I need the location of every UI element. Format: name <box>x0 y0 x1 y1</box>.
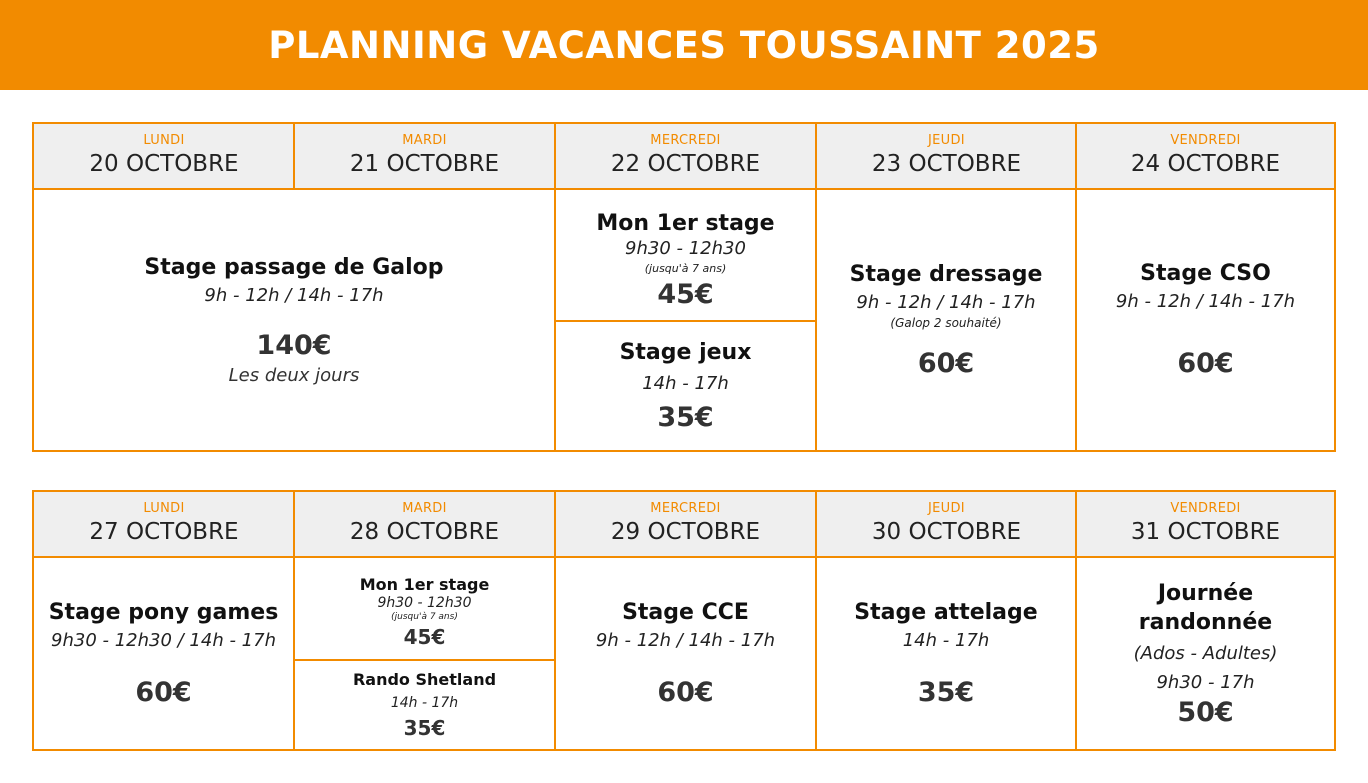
activity-stage-pony-games <box>34 558 293 749</box>
activity-stage-galop <box>34 190 554 450</box>
activity-title: Stage jeux <box>619 339 752 365</box>
day-date: 20 OCTOBRE <box>89 151 239 177</box>
day-of-week: MARDI <box>402 133 447 148</box>
activity-rando-shetland <box>295 661 554 749</box>
activity-price: 60€ <box>1177 348 1234 379</box>
day-date: 23 OCTOBRE <box>871 151 1022 177</box>
activity-stage-attelage <box>817 558 1075 749</box>
day-header-thursday <box>816 492 1077 558</box>
week-1-table <box>32 122 1336 452</box>
week-2-table <box>32 490 1336 751</box>
activity-mon-1er-stage <box>295 564 554 659</box>
activity-price: 60€ <box>135 676 192 708</box>
day-of-week: LUNDI <box>143 133 185 148</box>
day-of-week: MERCREDI <box>650 501 721 516</box>
day-header-thursday <box>816 124 1077 190</box>
day-of-week: MARDI <box>402 501 447 516</box>
activity-time: 9h30 - 12h30 <box>625 237 746 259</box>
day-date: 27 OCTOBRE <box>89 519 239 545</box>
activity-price: 45€ <box>657 278 714 310</box>
day-of-week: MERCREDI <box>650 133 721 148</box>
activity-time: 9h - 12h / 14h - 17h <box>1115 291 1296 312</box>
header-banner <box>0 0 1368 90</box>
day-header-wednesday <box>555 492 816 558</box>
day-date: 29 OCTOBRE <box>610 519 761 545</box>
activity-title-line: randonnée <box>1138 610 1273 635</box>
day-of-week: JEUDI <box>928 133 965 148</box>
activity-title: Stage CSO <box>1140 261 1271 286</box>
activity-time: 9h30 - 12h30 <box>377 594 472 611</box>
activity-price: 60€ <box>917 347 975 379</box>
day-header-tuesday <box>294 124 555 190</box>
activity-title: Mon 1er stage <box>359 574 490 594</box>
day-date: 24 OCTOBRE <box>1130 151 1281 177</box>
activity-note: (jusqu'à 7 ans) <box>644 261 727 275</box>
day-header-monday <box>34 492 294 558</box>
activity-mon-1er-stage <box>556 200 815 320</box>
page-title: PLANNING VACANCES TOUSSAINT 2025 <box>268 23 1100 67</box>
activity-title: Rando Shetland <box>352 670 497 689</box>
day-header-wednesday <box>555 124 816 190</box>
day-date: 28 OCTOBRE <box>349 519 500 545</box>
activity-journee-randonnee <box>1077 558 1334 749</box>
activity-price: 50€ <box>1177 697 1234 728</box>
activity-audience: (Ados - Adultes) <box>1133 643 1278 664</box>
activity-time: 9h30 - 12h30 / 14h - 17h <box>51 629 276 651</box>
activity-title: Stage CCE <box>622 599 749 625</box>
activity-time: 14h - 17h <box>390 695 459 711</box>
activity-price: 45€ <box>403 624 446 649</box>
day-of-week: VENDREDI <box>1170 501 1241 516</box>
day-of-week: LUNDI <box>143 501 185 516</box>
activity-time: 9h - 12h / 14h - 17h <box>856 291 1036 313</box>
activity-title: Stage pony games <box>48 599 279 625</box>
day-of-week: JEUDI <box>928 501 965 516</box>
activity-time: 9h30 - 17h <box>1156 672 1255 693</box>
divider <box>555 320 815 322</box>
activity-time: 9h - 12h / 14h - 17h <box>204 284 384 306</box>
activity-time: 14h - 17h <box>642 372 729 394</box>
activity-title: Stage attelage <box>854 599 1038 625</box>
activity-title-line: Journée <box>1157 581 1254 606</box>
day-header-friday <box>1077 492 1334 558</box>
day-date: 22 OCTOBRE <box>610 151 761 177</box>
activity-title: Stage dressage <box>849 261 1043 287</box>
day-date: 21 OCTOBRE <box>349 151 500 177</box>
day-date: 30 OCTOBRE <box>871 519 1022 545</box>
activity-title <box>1139 579 1272 637</box>
activity-price: 35€ <box>657 401 714 433</box>
divider <box>293 124 295 190</box>
activity-title: Stage passage de Galop <box>144 254 444 280</box>
activity-price: 35€ <box>403 716 446 740</box>
day-date: 31 OCTOBRE <box>1130 519 1281 545</box>
activity-title: Mon 1er stage <box>596 210 775 236</box>
activity-price: 60€ <box>657 676 714 708</box>
activity-price: 35€ <box>917 676 975 708</box>
activity-note: (jusqu'à 7 ans) <box>391 611 458 622</box>
activity-note: (Galop 2 souhaité) <box>890 315 1002 330</box>
activity-stage-cso <box>1077 190 1334 450</box>
day-header-friday <box>1077 124 1334 190</box>
activity-stage-jeux <box>556 324 815 448</box>
activity-time: 14h - 17h <box>902 629 990 651</box>
day-header-tuesday <box>294 492 555 558</box>
activity-stage-dressage <box>817 190 1075 450</box>
day-of-week: VENDREDI <box>1170 133 1241 148</box>
activity-price: 140€ <box>256 329 332 361</box>
activity-stage-cce <box>556 558 815 749</box>
day-header-monday <box>34 124 294 190</box>
activity-time: 9h - 12h / 14h - 17h <box>595 629 776 651</box>
activity-subtext: Les deux jours <box>228 364 360 386</box>
